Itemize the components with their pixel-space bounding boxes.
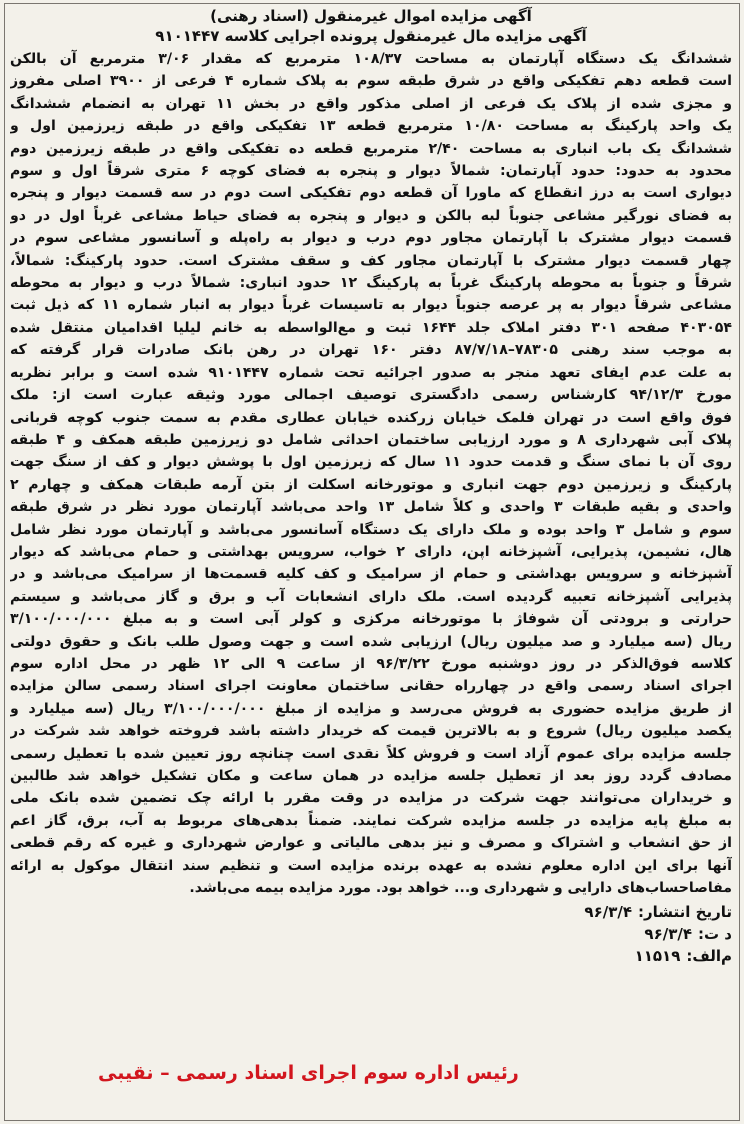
body-line: ششدانگ یک باب انباری به مساحت ۲/۴۰ مترمربع قطعه ده تفکیکی واقع در طبقه زیرزمین دوم bbox=[10, 140, 732, 157]
malef-label: م‌الف: bbox=[686, 947, 732, 966]
body-line: یک واحد پارکینگ به مساحت ۱۰/۸۰ مترمربع قطعه ۱۳ تفکیکی واقع در طبقه زیرزمین اول و bbox=[10, 118, 732, 135]
body-line: فوق واقع است در تهران فلمک خیابان زرکنده خیابان عطاری مقدم به سمت جنوب کوچه قربانی bbox=[10, 409, 732, 426]
dt-value: ۹۶/۳/۴ bbox=[644, 925, 692, 944]
body-line: اجرای اسناد رسمی واقع در چهارراه حقانی ساختمان معاونت اجرای اسناد رسمی سالن مزایده bbox=[10, 678, 732, 695]
body-line: از حق انشعاب و اشتراک و مصرف و نیز بدهی مالیاتی و عوارض شهرداری و غیره که رقم قطعی bbox=[10, 835, 732, 852]
notice-subtitle: آگهی مزایده مال غیرمنقول پرونده اجرایی کلاسه ۹۱۰۱۴۴۷ bbox=[155, 27, 587, 45]
notice-title: آگهی مزایده اموال غیرمنقول (اسناد رهنی) bbox=[210, 7, 532, 25]
body-line: آشپزخانه و سرویس بهداشتی و حمام از سرامیک و کف کلیه قسمت‌ها از سرامیک می‌باشد و در bbox=[10, 566, 732, 583]
malef-value: ۱۱۵۱۹ bbox=[634, 947, 681, 966]
body-line: جلسه مزایده برای عموم آزاد است و فروش کلاً نقدی است چنانچه روز تعیین شده با تعطیل رسمی bbox=[10, 745, 732, 762]
body-line: مورخ ۹۴/۱۲/۳ کارشناس رسمی دادگستری توصیف اجمالی مورد وثیقه عبارت است از: ملک bbox=[10, 387, 732, 404]
body-line: یکصد میلیون ریال) شروع و به بالاترین قیمت که خریدار داشته باشد فروخته خواهد شد شرکت در bbox=[10, 723, 732, 740]
notice-footer bbox=[10, 901, 732, 967]
body-line: مفاصاحساب‌های دارایی و شهرداری و... خواهد بود. مورد مزایده بیمه می‌باشد. bbox=[189, 880, 732, 897]
body-line: قسمت دیوار مشترک با آپارتمان مجاور دوم درب و دیوار به راه‌پله و آسانسور مشاعی سوم در bbox=[10, 230, 732, 247]
body-line: چهار قسمت دیوار مشترک با آپارتمان مجاور کف و سقف مشترک است. حدود پارکینگ: شمالاً، bbox=[10, 252, 732, 269]
body-line: پلاک آبی شهرداری ۸ و مورد ارزیابی ساختمان احداثی شامل دو زیرزمین طبقه همکف و ۴ طبقه bbox=[10, 431, 732, 448]
body-line: هال، نشیمن، پذیرایی، آشپزخانه اپن، دارای ۲ خواب، سرویس بهداشتی و حمام می‌باشد که دیوار bbox=[10, 543, 732, 560]
body-line: حرارتی و برودتی آن شوفاژ با موتورخانه مرکزی و کولر آبی است و به مبلغ ۳/۱۰۰/۰۰۰/۰۰۰ bbox=[10, 611, 732, 628]
signature-line: رئیس اداره سوم اجرای اسناد رسمی – نقیبی bbox=[98, 1062, 519, 1084]
notice-header bbox=[10, 6, 732, 46]
body-line: شرقاً و جنوباً به محوطه پارکینگ غرباً به پارکینگ ۱۲ حدود انباری: شمالاً درب و دیوار به محوطه bbox=[10, 275, 732, 292]
dt-row bbox=[10, 923, 732, 945]
publish-date-label: تاریخ انتشار: bbox=[638, 903, 732, 922]
body-line: ۴۰۳۰۵۴ صفحه ۳۰۱ دفتر املاک جلد ۱۶۴۴ ثبت و مع‌الواسطه به خانم لیلیا اقدامیان منتقل شده bbox=[10, 319, 732, 336]
body-line: از طریق مزایده حضوری به فروش می‌رسد و مزایده از مبلغ ۳/۱۰۰/۰۰۰/۰۰۰ ریال (سه میلیارد و bbox=[10, 700, 732, 717]
body-line: ریال (سه میلیارد و صد میلیون ریال) ارزیابی شده است و جهت وصول طلب بانک و حقوق دولتی bbox=[10, 633, 732, 650]
dt-label: د ت: bbox=[698, 925, 732, 944]
malef-row bbox=[10, 945, 732, 967]
body-line: ششدانگ یک دستگاه آپارتمان به مساحت ۱۰۸/۳۷ مترمربع که مقدار ۳/۰۶ مترمربع آن بالکن bbox=[10, 51, 732, 67]
body-line: به موجب سند رهنی ۷۸۳۰۵–۸۷/۷/۱۸ دفتر ۱۶۰ تهران در رهن بانک صادرات قرار گرفته که bbox=[10, 342, 732, 359]
body-line: به فضای نورگیر مشاعی جنوباً لبه بالکن و دیوار و پنجره به فضای حیاط مشاعی غرباً اول در دو bbox=[10, 207, 732, 224]
body-line: و خریداران می‌توانند جهت شرکت در مزایده در وقت مقرر با ارائه چک تضمین شده بانک ملی bbox=[10, 790, 732, 807]
body-line: به مبلغ پایه مزایده در جلسه مزایده شرکت نمایند. ضمناً بدهی‌های مربوط به آب، برق، گاز اعم bbox=[10, 812, 732, 829]
body-line: و مجزی شده از پلاک یک فرعی از اصلی مذکور واقع در بخش ۱۱ تهران به انضمام ششدانگ bbox=[10, 95, 732, 112]
publish-date-row bbox=[10, 901, 732, 923]
body-line: مصادف گردد روز بعد از تعطیل جلسه مزایده در همان ساعت و مکان تشکیل خواهد شد طالبین bbox=[10, 768, 732, 784]
body-line: کلاسه فوق‌الذکر در روز دوشنبه مورخ ۹۶/۳/۲۲ از ساعت ۹ الی ۱۲ ظهر در محل اداره سوم bbox=[10, 655, 732, 672]
body-line: است قطعه دهم تفکیکی واقع در شرق طبقه سوم به پلاک شماره ۴ فرعی از ۳۹۰۰ اصلی مفروز bbox=[10, 73, 732, 90]
body-line: سوم و شامل ۳ واحد بوده و ملک دارای یک دستگاه آسانسور می‌باشد و آپارتمان مورد نظر شامل bbox=[10, 521, 732, 538]
body-line: واحدی و بقیه طبقات ۳ واحدی و کلاً شامل ۱۳ واحد می‌باشد آپارتمان مورد نظر در شرق طبقه bbox=[10, 499, 732, 516]
body-line: دیواری است به درز انقطاع که ماورا آن قطعه دوم تفکیکی است دوم در سه قسمت دیوار و پنجره bbox=[10, 185, 732, 202]
body-line: آنها برای این اداره معلوم نشده به عهده برنده مزایده است و تنظیم سند انتقال موکول به ارائه bbox=[10, 857, 732, 874]
body-line: روی آن با نمای سنگ و قدمت حدود ۱۱ سال که زیرزمین اول با پوشش دیوار و کف از سنگ جهت bbox=[10, 454, 732, 471]
body-line: مشاعی شرقاً دیوار به پر عرصه جنوباً دیوار به تاسیسات غرباً دیوار به انبار شماره ۱۱ که ذیل ثبت bbox=[10, 297, 732, 314]
body-line: پذیرایی آشپزخانه تعبیه گردیده است. ملک دارای انشعابات آب و برق و گاز می‌باشد و سیستم bbox=[10, 588, 732, 605]
body-line: به علت عدم ایفای تعهد منجر به صدور اجرائیه تحت شماره ۹۱۰۱۴۴۷ شده است و برابر نظریه bbox=[10, 364, 732, 381]
body-line: پارکینگ و زیرزمین دوم جهت انباری و موتورخانه اسکلت از بتن آرمه طبقات همکف و چهارم ۲ bbox=[10, 476, 732, 493]
notice-body bbox=[10, 48, 732, 899]
body-line: محدود به حدود: حدود آپارتمان: شمالاً دیوار و پنجره به فضای کوچه ۶ متری شرقاً اول و سوم bbox=[10, 163, 732, 180]
publish-date-value: ۹۶/۳/۴ bbox=[584, 903, 632, 922]
